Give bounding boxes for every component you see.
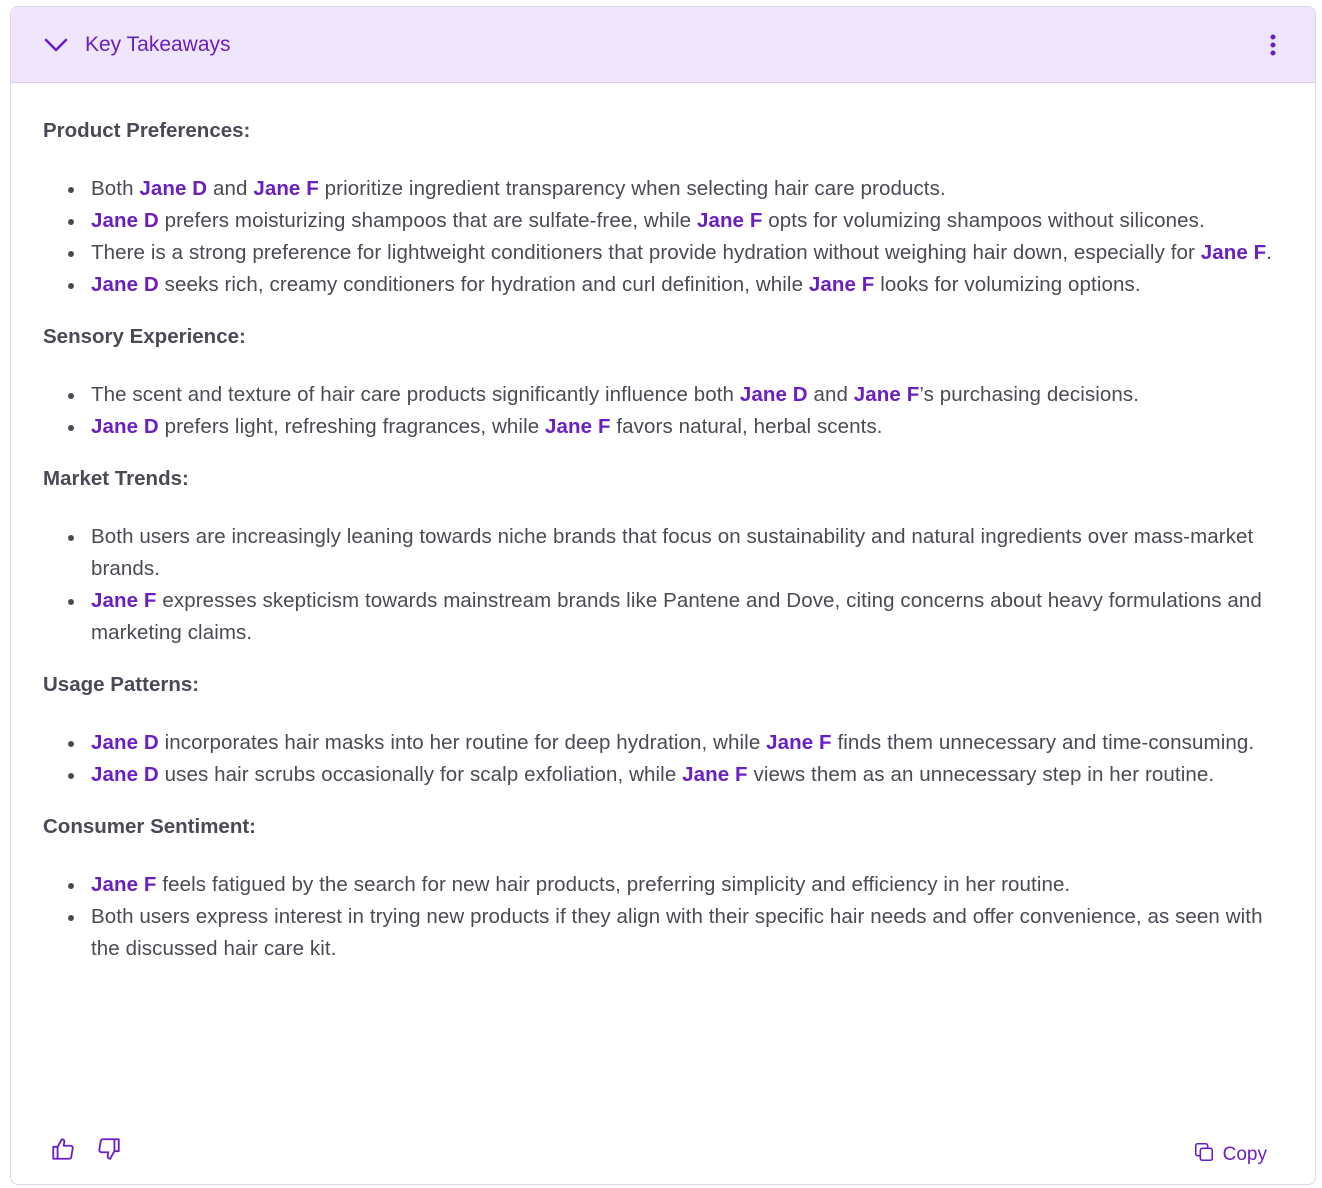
- list-item: [91, 173, 1283, 205]
- copy-label: Copy: [1222, 1144, 1267, 1165]
- user-name-highlight: Jane F: [682, 763, 748, 786]
- list-item: [91, 585, 1283, 649]
- bullet-text: incorporates hair masks into her routine for deep hydration, while: [158, 731, 767, 754]
- section-title: Product Preferences:: [43, 119, 251, 142]
- panel-header[interactable]: [11, 7, 1315, 83]
- user-name-highlight: Jane D: [91, 273, 159, 296]
- list-item: [91, 237, 1283, 269]
- list-item: [91, 411, 1283, 443]
- list-item: [91, 379, 1283, 411]
- thumbs-down-icon[interactable]: [95, 1135, 123, 1163]
- user-name-highlight: Jane D: [91, 763, 159, 786]
- bullet-text: looks for volumizing options.: [874, 273, 1141, 296]
- bullet-text: prioritize ingredient transparency when selecting hair care products.: [318, 177, 946, 200]
- user-name-highlight: Jane D: [91, 731, 159, 754]
- list-item: [91, 901, 1283, 965]
- bullet-text: There is a strong preference for lightweight conditioners that provide hydration without weighing hair down, especially for: [91, 241, 1201, 264]
- bullet-text: finds them unnecessary and time-consuming.: [831, 731, 1255, 754]
- bullet-text: opts for volumizing shampoos without silicones.: [762, 209, 1205, 232]
- panel-footer: [11, 1114, 1315, 1184]
- user-name-highlight: Jane F: [91, 589, 157, 612]
- bullet-text: prefers moisturizing shampoos that are sulfate-free, while: [158, 209, 697, 232]
- bullet-list: [43, 727, 1283, 791]
- bullet-text: seeks rich, creamy conditioners for hydration and curl definition, while: [158, 273, 809, 296]
- user-name-highlight: Jane D: [139, 177, 208, 200]
- panel-title: Key Takeaways: [85, 32, 231, 56]
- user-name-highlight: Jane F: [853, 383, 920, 406]
- bullet-text: The scent and texture of hair care products significantly influence both: [91, 383, 740, 406]
- bullet-text: Both users are increasingly leaning towards niche brands that focus on sustainability and natural ingredients over mass-market brands.: [91, 525, 1254, 580]
- section-title: Usage Patterns:: [43, 673, 200, 696]
- list-item: [91, 727, 1283, 759]
- bullet-list: [43, 869, 1283, 965]
- list-item: [91, 869, 1283, 901]
- user-name-highlight: Jane F: [1200, 241, 1267, 264]
- list-item: [91, 521, 1283, 585]
- user-name-highlight: Jane F: [808, 273, 875, 296]
- copy-icon: [1193, 1141, 1223, 1169]
- chevron-down-icon[interactable]: [43, 32, 69, 58]
- bullet-text: Both: [91, 177, 140, 200]
- bullet-text: expresses skepticism towards mainstream brands like Pantene and Dove, citing concerns about heavy formulations and marketing claims.: [91, 589, 1262, 644]
- user-name-highlight: Jane F: [253, 177, 319, 200]
- bullet-text: .: [1266, 241, 1273, 264]
- bullet-text: and: [807, 383, 854, 406]
- user-name-highlight: Jane F: [545, 415, 611, 438]
- more-options-icon[interactable]: [1261, 30, 1285, 60]
- key-takeaways-panel: [10, 6, 1316, 1185]
- user-name-highlight: Jane F: [766, 731, 832, 754]
- bullet-list: [43, 173, 1283, 301]
- user-name-highlight: Jane F: [91, 873, 157, 896]
- list-item: [91, 205, 1283, 237]
- bullet-text: feels fatigued by the search for new hair products, preferring simplicity and efficiency in her routine.: [156, 873, 1071, 896]
- list-item: [91, 269, 1283, 301]
- thumbs-up-icon[interactable]: [49, 1135, 77, 1163]
- bullet-text: and: [207, 177, 254, 200]
- user-name-highlight: Jane F: [696, 209, 763, 232]
- bullet-text: uses hair scrubs occasionally for scalp exfoliation, while: [158, 763, 683, 786]
- user-name-highlight: Jane D: [91, 209, 159, 232]
- section-title: Consumer Sentiment:: [43, 815, 256, 838]
- user-name-highlight: Jane D: [739, 383, 808, 406]
- bullet-text: favors natural, herbal scents.: [610, 415, 883, 438]
- bullet-list: [43, 379, 1283, 443]
- bullet-list: [43, 521, 1283, 649]
- takeaways-content: [11, 83, 1315, 965]
- copy-button[interactable]: [1193, 1141, 1267, 1169]
- bullet-text: Both users express interest in trying new products if they align with their specific hair needs and offer convenience, as seen with the discussed hair care kit.: [91, 905, 1263, 960]
- section-title: Market Trends:: [43, 467, 189, 490]
- bullet-text: ’s purchasing decisions.: [919, 383, 1140, 406]
- bullet-text: views them as an unnecessary step in her routine.: [747, 763, 1215, 786]
- user-name-highlight: Jane D: [91, 415, 159, 438]
- list-item: [91, 759, 1283, 791]
- section-title: Sensory Experience:: [43, 325, 246, 348]
- bullet-text: prefers light, refreshing fragrances, while: [158, 415, 546, 438]
